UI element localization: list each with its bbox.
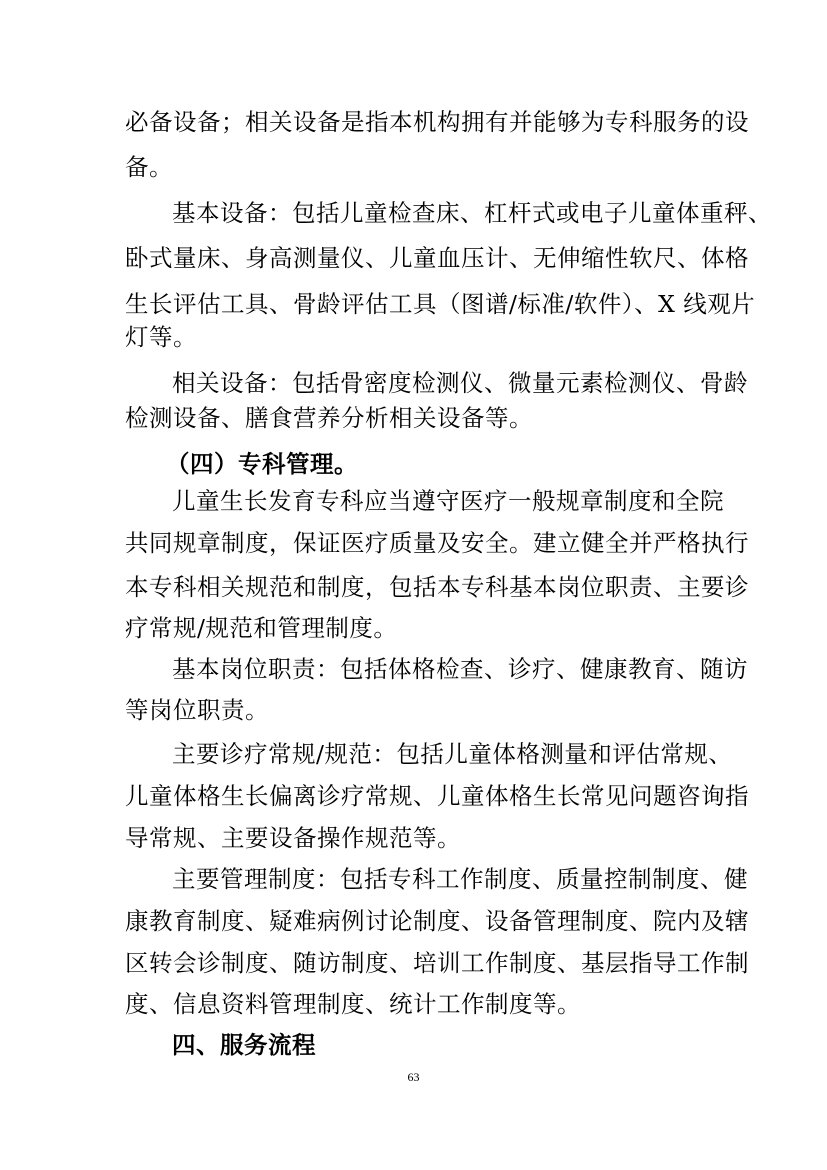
text-line: 儿童体格生长偏离诊疗常规、儿童体格生长常见问题咨询指 xyxy=(125,782,749,810)
page-number: 63 xyxy=(407,1070,420,1084)
text-line: 区转会诊制度、随访制度、培训工作制度、基层指导工作制 xyxy=(125,949,749,977)
paragraph-management: 儿童生长发育专科应当遵守医疗一般规章制度和全院 xyxy=(172,487,724,515)
text-line: 本专科相关规范和制度，包括本专科基本岗位职责、主要诊 xyxy=(125,573,749,601)
text-line: 康教育制度、疑难病例讨论制度、设备管理制度、院内及辖 xyxy=(125,907,749,935)
text-line: 导常规、主要设备操作规范等。 xyxy=(125,824,461,852)
text-line: 备。 xyxy=(125,153,173,181)
text-line: 卧式量床、身高测量仪、儿童血压计、无伸缩性软尺、体格 xyxy=(125,244,749,272)
text-line: 检测设备、膳食营养分析相关设备等。 xyxy=(125,404,533,432)
text-line: 疗常规/规范和管理制度。 xyxy=(125,614,398,642)
text-line: 等岗位职责。 xyxy=(125,696,269,724)
text-line: 必备设备；相关设备是指本机构拥有并能够为专科服务的设 xyxy=(125,108,749,136)
paragraph-clinical-routines: 主要诊疗常规/规范：包括儿童体格测量和评估常规、 xyxy=(172,740,733,768)
text-line: 共同规章制度，保证医疗质量及安全。建立健全并严格执行 xyxy=(125,529,749,557)
section-heading-specialty-management: （四）专科管理。 xyxy=(166,450,358,478)
text-line: 灯等。 xyxy=(125,323,197,351)
paragraph-related-equipment: 相关设备：包括骨密度检测仪、微量元素检测仪、骨龄 xyxy=(172,369,748,397)
text-line: 生长评估工具、骨龄评估工具（图谱/标准/软件）、X 线观片 xyxy=(125,290,756,318)
section-heading-service-process: 四、服务流程 xyxy=(172,1031,316,1059)
paragraph-management-systems: 主要管理制度：包括专科工作制度、质量控制制度、健 xyxy=(172,865,748,893)
paragraph-job-duties: 基本岗位职责：包括体格检查、诊疗、健康教育、随访 xyxy=(172,655,748,683)
text-line: 度、信息资料管理制度、统计工作制度等。 xyxy=(125,990,581,1018)
paragraph-basic-equipment: 基本设备：包括儿童检查床、杠杆式或电子儿童体重秤、 xyxy=(172,199,772,227)
